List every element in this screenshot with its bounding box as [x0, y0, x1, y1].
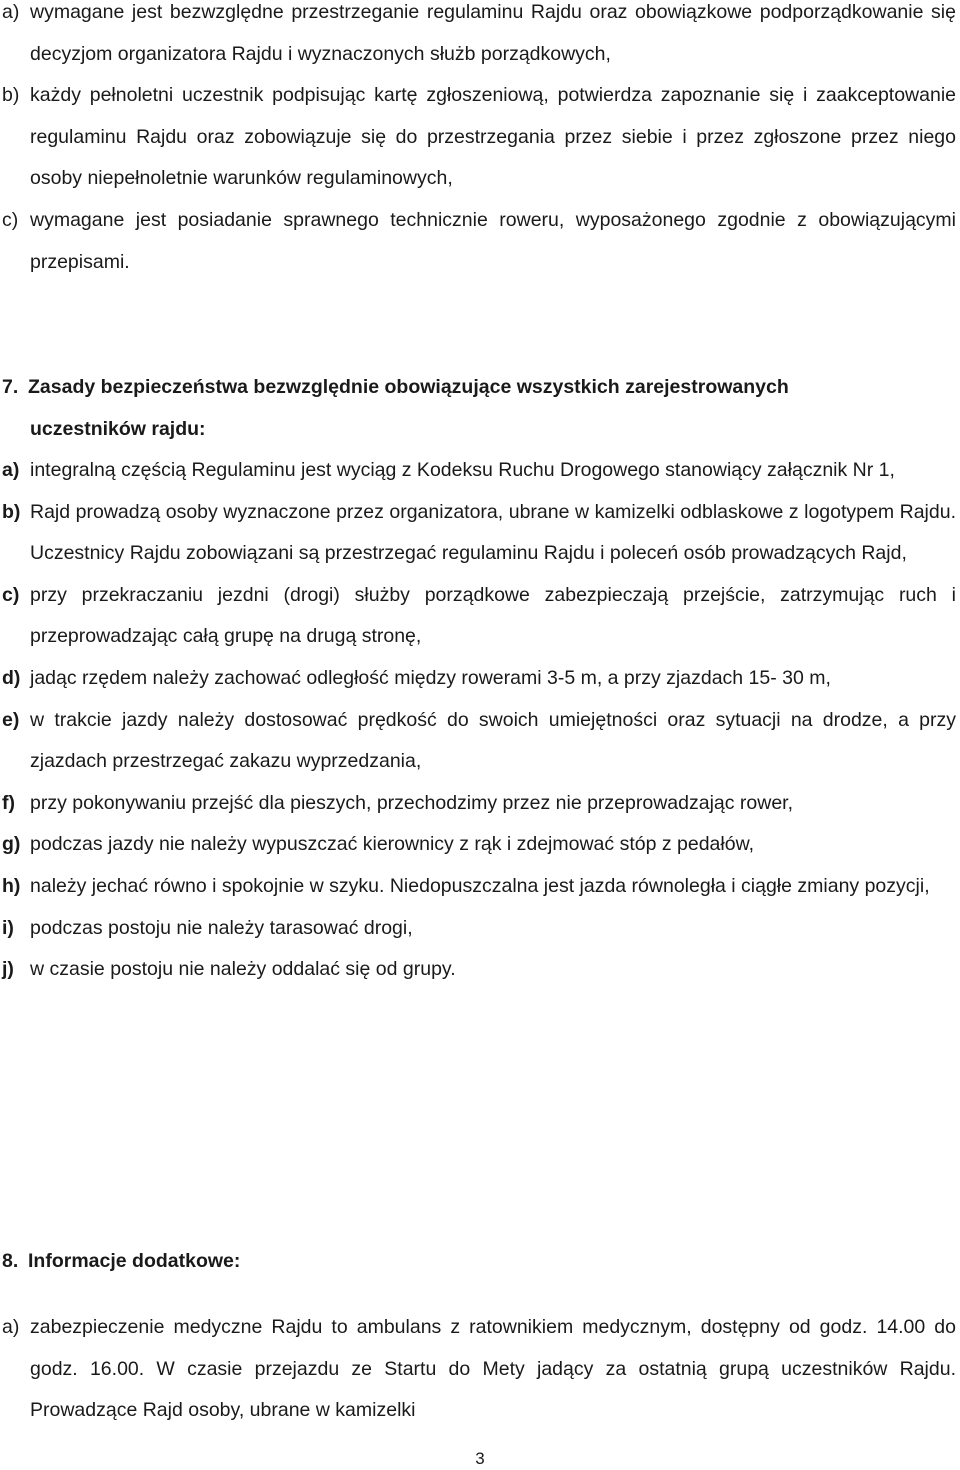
section-title: Zasady bezpieczeństwa bezwzględnie obowiązujące wszystkich zarejestrowanych [28, 376, 789, 398]
item-marker: a) [2, 1, 20, 23]
item-marker: c) [2, 208, 19, 231]
list-item [0, 949, 958, 991]
section-number: 8. [2, 1250, 19, 1272]
page-number: 3 [475, 1449, 485, 1468]
section-7-heading [0, 367, 958, 450]
item-text: jadąc rzędem należy zachować odległość między rowerami 3-5 m, a przy zjazdach 15- 30 m, [30, 666, 831, 689]
item-marker: c) [2, 583, 20, 606]
item-text: podczas postoju nie należy tarasować drogi, [30, 916, 413, 939]
section-7-list [0, 450, 958, 991]
item-text: Rajd prowadzą osoby wyznaczone przez organizatora, ubrane w kamizelki odblaskowe z logotypem Rajdu. Uczestnicy Rajdu zobowiązani są przestrzegać regulaminu Rajdu i poleceń osób prowadzących Rajd, [30, 500, 956, 565]
section-8-list [0, 1307, 958, 1432]
item-marker: g) [2, 833, 21, 856]
item-marker: a) [2, 1316, 20, 1338]
item-text: każdy pełnoletni uczestnik podpisując kartę zgłoszeniową, potwierdza zapoznanie się i zaakceptowanie regulaminu Rajdu oraz zobowiązuje się do przestrzegania przez siebie i przez zgłoszone przez niego osoby niepełnoletnie warunków regulaminowych, [30, 84, 956, 190]
item-text: integralną częścią Regulaminu jest wyciąg z Kodeksu Ruchu Drogowego stanowiący załącznik Nr 1, [30, 459, 895, 481]
item-marker: b) [2, 500, 21, 523]
list-item [0, 908, 958, 950]
item-marker: i) [2, 916, 14, 939]
list-item [0, 866, 958, 908]
list-item [0, 450, 958, 492]
item-marker: a) [2, 459, 20, 481]
list-item [0, 575, 958, 658]
item-text: przy przekraczaniu jezdni (drogi) służby porządkowe zabezpieczają przejście, zatrzymując ruch i przeprowadzając całą grupę na drugą stronę, [30, 583, 956, 648]
item-text: w czasie postoju nie należy oddalać się od grupy. [30, 958, 456, 981]
section-title-continued: uczestników rajdu: [30, 417, 206, 440]
item-marker: e) [2, 708, 20, 731]
section-6-list [0, 0, 958, 283]
item-text: przy pokonywaniu przejść dla pieszych, przechodzimy przez nie przeprowadzając rower, [30, 791, 794, 814]
list-item [0, 0, 958, 75]
list-item [0, 700, 958, 783]
item-marker: d) [2, 666, 21, 689]
section-title: Informacje dodatkowe: [28, 1250, 241, 1272]
item-text: zabezpieczenie medyczne Rajdu to ambulans z ratownikiem medycznym, dostępny od godz. 14.00 do godz. 16.00. W czasie przejazdu ze Startu do Mety jadący za ostatnią grupą uczestników Rajdu. Prowadzące Rajd osoby, ubrane w kamizelki [30, 1316, 956, 1422]
item-marker: h) [2, 874, 21, 897]
list-item [0, 492, 958, 575]
list-item [0, 1307, 958, 1432]
item-text: w trakcie jazdy należy dostosować prędkość do swoich umiejętności oraz sytuacji na drodze, a przy zjazdach przestrzegać zakazu wyprzedzania, [30, 708, 956, 773]
item-marker: j) [2, 958, 14, 981]
list-item [0, 783, 958, 825]
list-item [0, 824, 958, 866]
section-number: 7. [2, 376, 19, 398]
item-marker: f) [2, 791, 15, 814]
item-marker: b) [2, 84, 20, 107]
section-8-heading [0, 1241, 958, 1283]
list-item [0, 658, 958, 700]
item-text: wymagane jest bezwzględne przestrzeganie regulaminu Rajdu oraz obowiązkowe podporządkowanie się decyzjom organizatora Rajdu i wyznaczonych służb porządkowych, [30, 1, 956, 65]
list-item [0, 200, 958, 283]
item-text: wymagane jest posiadanie sprawnego technicznie roweru, wyposażonego zgodnie z obowiązującymi przepisami. [30, 208, 956, 273]
list-item [0, 75, 958, 200]
item-text: należy jechać równo i spokojnie w szyku. Niedopuszczalna jest jazda równoległa i ciągłe zmiany pozycji, [30, 874, 930, 897]
item-text: podczas jazdy nie należy wypuszczać kierownicy z rąk i zdejmować stóp z pedałów, [30, 833, 754, 856]
